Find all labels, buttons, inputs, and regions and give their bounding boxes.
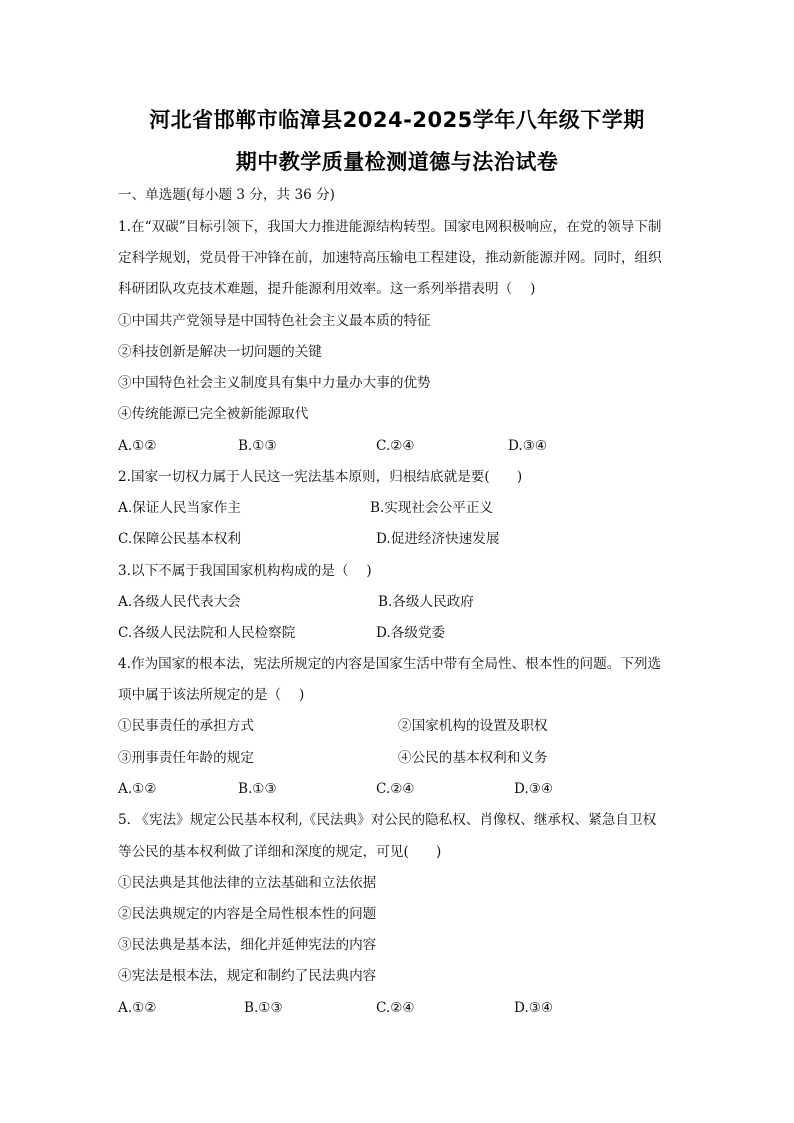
q4-option-d: D.③④	[514, 781, 554, 797]
q1-statement-4: ④传统能源已完全被新能源取代	[118, 406, 309, 422]
q5-option-a: A.①②	[118, 1000, 157, 1016]
q4-option-c: C.②④	[376, 781, 415, 797]
q4-statement-4: ④公民的基本权利和义务	[398, 750, 548, 766]
q1-stem-line-3: 科研团队攻克技术难题，提升能源利用效率。这一系列举措表明（ )	[118, 281, 536, 297]
q5-stem-line-1: 5. 《宪法》规定公民基本权利,《民法典》对公民的隐私权、肖像权、继承权、紧急自卫权	[118, 812, 657, 828]
q3-stem: 3.以下不属于我国国家机构构成的是（ )	[118, 563, 372, 579]
q5-option-d: D.③④	[514, 1000, 554, 1016]
q1-option-d: D.③④	[508, 438, 548, 454]
q5-statement-3: ③民法典是基本法，细化并延伸宪法的内容	[118, 937, 377, 953]
q1-option-a: A.①②	[118, 438, 157, 454]
q4-option-a: A.①②	[118, 781, 157, 797]
q5-option-c: C.②④	[376, 1000, 415, 1016]
q4-stem-line-1: 4.作为国家的根本法，宪法所规定的内容是国家生活中带有全局性、根本性的问题。下列选	[118, 656, 662, 672]
q1-option-b: B.①③	[238, 438, 277, 454]
q4-statement-2: ②国家机构的设置及职权	[398, 718, 548, 734]
section-heading: 一、单选题(每小题 3 分，共 36 分)	[118, 187, 335, 203]
exam-title-line-1: 河北省邯郸市临漳县2024-2025学年八年级下学期	[149, 108, 645, 132]
q1-statement-2: ②科技创新是解决一切问题的关键	[118, 344, 322, 360]
q1-statement-1: ①中国共产党领导是中国特色社会主义最本质的特征	[118, 313, 431, 329]
exam-title-line-2: 期中教学质量检测道德与法治试卷	[235, 150, 559, 174]
q5-option-b: B.①③	[244, 1000, 283, 1016]
q4-statement-1: ①民事责任的承担方式	[118, 718, 254, 734]
q2-option-d: D.促进经济快速发展	[376, 531, 500, 547]
q4-statement-3: ③刑事责任年龄的规定	[118, 750, 254, 766]
q3-option-c: C.各级人民法院和人民检察院	[118, 625, 296, 641]
q2-stem: 2.国家一切权力属于人民这一宪法基本原则，归根结底就是要( )	[118, 469, 523, 485]
q5-statement-1: ①民法典是其他法律的立法基础和立法依据	[118, 875, 377, 891]
q3-option-d: D.各级党委	[376, 625, 446, 641]
q2-option-c: C.保障公民基本权利	[118, 531, 241, 547]
q2-option-a: A.保证人民当家作主	[118, 500, 241, 516]
q3-option-a: A.各级人民代表大会	[118, 594, 241, 610]
q4-option-b: B.①③	[238, 781, 277, 797]
q3-option-b: B.各级人民政府	[378, 594, 474, 610]
q5-statement-2: ②民法典规定的内容是全局性根本性的问题	[118, 906, 377, 922]
q5-statement-4: ④宪法是根本法，规定和制约了民法典内容	[118, 968, 377, 984]
q5-stem-line-2: 等公民的基本权利做了详细和深度的规定，可见( )	[118, 844, 442, 860]
q2-option-b: B.实现社会公平正义	[370, 500, 494, 516]
q1-stem-line-2: 定科学规划，党员骨干冲锋在前，加速特高压输电工程建设，推动新能源并网。同时，组织	[118, 250, 662, 266]
q1-option-c: C.②④	[376, 438, 415, 454]
q1-stem-line-1: 1.在“双碳”目标引领下，我国大力推进能源结构转型。国家电网积极响应，在党的领导下制	[118, 219, 662, 235]
q1-statement-3: ③中国特色社会主义制度具有集中力量办大事的优势	[118, 375, 431, 391]
q4-stem-line-2: 项中属于该法所规定的是（ )	[118, 687, 305, 703]
